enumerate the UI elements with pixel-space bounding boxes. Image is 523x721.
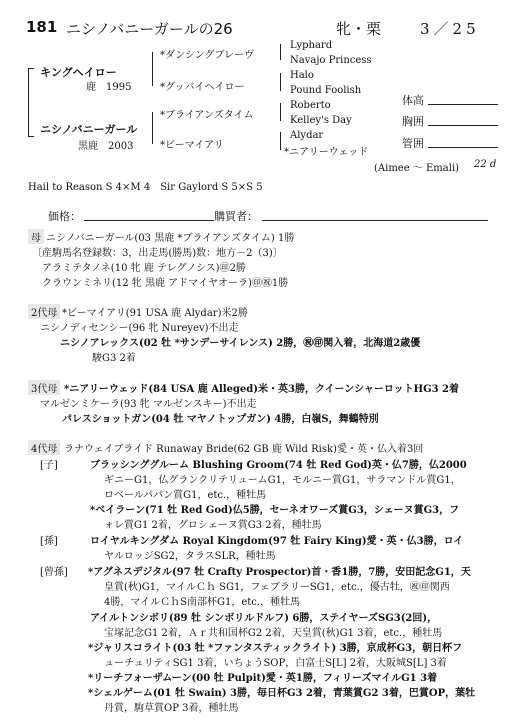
fourth-dam-line: ブラッシンググルーム Blushing Groom(74 牡 Red God)英・仏7勝，仏2000 (90, 460, 467, 471)
fourth-dam-line: *シェルゲーム(01 牡 Swain) 3勝，毎日杯G3 2着，青葉賞G2 3着，巴賞OP，葉牡 (88, 688, 476, 699)
horse-name: ニシノバニーガールの26 (66, 20, 233, 38)
gen3-item: Lyphard (290, 40, 333, 51)
fourth-dam-line: *ベイラーン(71 牡 Red God)仏5勝，セーネオワーズ賞G3，シェーヌ賞G3，フ (90, 505, 460, 516)
bracket-line (280, 44, 281, 60)
gen3-item: Halo (290, 70, 314, 81)
fourth-dam-line: ォレ賞G1 2着，グロシェーヌ賞G3 2着，種牡馬 (104, 520, 322, 531)
fourth-dam-line: ロイヤルキングダム Royal Kingdom(97 牡 Fairy King)愛・英・仏3勝，ロイ (90, 536, 464, 547)
fourth-dam-line: アイルトンシボリ(89 牡 シンボリルドルフ) 6勝，ステイヤーズSG3(2回)， (90, 613, 438, 624)
cannon-label: 管囲 (402, 137, 424, 150)
price-input-line[interactable] (84, 220, 214, 221)
family-note: (Aimee ～ Emali) (374, 163, 460, 174)
dam-line: クラウンミネリ(12 牝 黒鹿 アドマイヤオーラ)㊞㊗1勝 (42, 278, 289, 289)
third-dam-line: パレスショットガン(04 牡 マヤノトップガン) 4勝，白嶺S，舞鶴特別 (62, 414, 379, 425)
dam-dam: *ビーマイアリ (160, 140, 224, 151)
bracket-line (280, 73, 281, 91)
second-dam-line: ニシノアレックス(02 牡 *サンデーサイレンス) 2勝，㊗㊞関入着，北海道2歳優 (60, 338, 421, 349)
fourth-dam-line: 4勝，マイルＣｈS南部杯G1，etc.，種牡馬 (104, 597, 301, 608)
buyer-label: 購買者： (214, 210, 258, 223)
dam-sire: *ブライアンズタイム (160, 110, 254, 121)
fourth-dam-line: ラナウェイブライド Runaway Bride(62 GB 鹿 Wild Risk)愛・英・仏入着3回 (64, 444, 424, 455)
bracket-line (152, 112, 153, 144)
generation-tag: [子] (40, 460, 58, 471)
third-dam-line: *ニアリーウェッド(84 USA 鹿 Alleged)米・英3勝，クイーンシャーロットHG3 2着 (64, 384, 460, 395)
section-label: 3代母 (28, 380, 60, 395)
fourth-dam-line: ューチュリティSG1 3着，いちょうSOP，白富士S[L] 2着，大阪城S[L] 3着 (104, 658, 447, 669)
gen3-item: Pound Foolish (290, 85, 362, 96)
gen3-item: Roberto (290, 100, 331, 111)
dam-color-year: 黒鹿 2003 (78, 141, 134, 152)
dam-line: 〔産駒馬名登録数：3，出走馬(勝馬)数：地方－2（3)〕 (32, 248, 283, 259)
bracket-line (152, 52, 153, 86)
sire-dam: *グッバイヘイロー (160, 82, 245, 93)
bracket-line (280, 103, 281, 121)
fourth-dam-line: 皇賞(秋)G1，マイルＣｈ SG1，フェブラリーSG1，etc.，優古牡，㊗㊞関西 (104, 582, 450, 593)
bracket-line (28, 68, 29, 136)
bracket-line (28, 136, 34, 137)
fourth-dam-line: ギニーG1，仏グランクリテリュームG1，モルニー賞G1，サラマンドル賞G1， (104, 475, 461, 486)
gen3-item: Alydar (290, 130, 324, 141)
inbreeding: Hail to Reason S 4×M 4 Sir Gaylord S 5×S 5 (28, 182, 263, 193)
buyer-input-line[interactable] (262, 220, 488, 221)
third-dam-line: マルゼンミケーラ(93 牝 マルゼンスキー)不出走 (40, 399, 257, 410)
gen3-item: *ニアリーウェッド (284, 147, 369, 158)
section-label: 4代母 (28, 440, 60, 455)
girth-input-line[interactable] (428, 125, 498, 126)
section-label: 2代母 (28, 304, 60, 319)
fourth-dam-line: *リーチフォーザムーン(00 牡 Pulpit)愛・英1勝，フィリーズマイルG1 3着 (88, 673, 438, 684)
bracket-line (280, 132, 281, 150)
fourth-dam-line: 丹賞，駒草賞OP 3着，種牡馬 (104, 703, 239, 714)
fourth-dam-line: *ジャリスコライト(03 牡 *ファンタスティックライト) 3勝，京成杯G3，朝日杯フ (88, 643, 463, 654)
bracket-line (28, 68, 34, 69)
second-dam-line: ニシノディセンシー(96 牝 Nureyev)不出走 (40, 323, 239, 334)
sire-color-year: 鹿 1995 (86, 82, 132, 93)
sex-color: 牝・栗 (336, 20, 382, 38)
generation-tag: [孫] (40, 536, 58, 547)
lot-number: 181 (26, 18, 58, 36)
section-label: 母 (28, 229, 44, 244)
dam-line: アラミテタノネ(10 牝 鹿 テレグノシス)㊞2勝 (42, 263, 246, 274)
second-dam-line: 駿G3 2着 (92, 353, 136, 364)
second-dam-line: *ビーマイアリ(91 USA 鹿 Alydar)米2勝 (62, 308, 248, 319)
dam-line: ニシノバニーガール(03 黒鹿 *ブライアンズタイム) 1勝 (46, 233, 295, 244)
family-number: 22 d (474, 159, 497, 170)
fourth-dam-line: ロベールパパン賞G1，etc.，種牡馬 (104, 490, 267, 501)
cannon-input-line[interactable] (428, 147, 498, 148)
dam-name: ニシノバニーガール (40, 123, 138, 136)
price-label: 価格： (48, 210, 81, 223)
height-input-line[interactable] (428, 104, 498, 105)
gen3-item: Navajo Princess (290, 55, 372, 66)
fourth-dam-line: ヤルロッジSG2，タラスSLR，種牡馬 (104, 551, 276, 562)
fourth-dam-line: *アグネスデジタル(97 牡 Crafty Prospector)首・香1勝，7勝，安田記念G1，天 (88, 567, 471, 578)
fourth-dam-line: 宝塚記念G1 2着，Ａｒ共和国杯G2 2着，天皇賞(秋)G1 3着，etc.，種牡馬 (104, 628, 443, 639)
height-label: 体高 (402, 94, 424, 107)
gen3-item: Kelley's Day (290, 115, 352, 126)
sire-name: キングヘイロー (40, 66, 117, 79)
girth-label: 胸囲 (402, 115, 424, 128)
generation-tag: [曾孫] (40, 567, 68, 578)
date: 3／25 (420, 20, 480, 38)
sire-sire: *ダンシングブレーヴ (160, 50, 254, 61)
